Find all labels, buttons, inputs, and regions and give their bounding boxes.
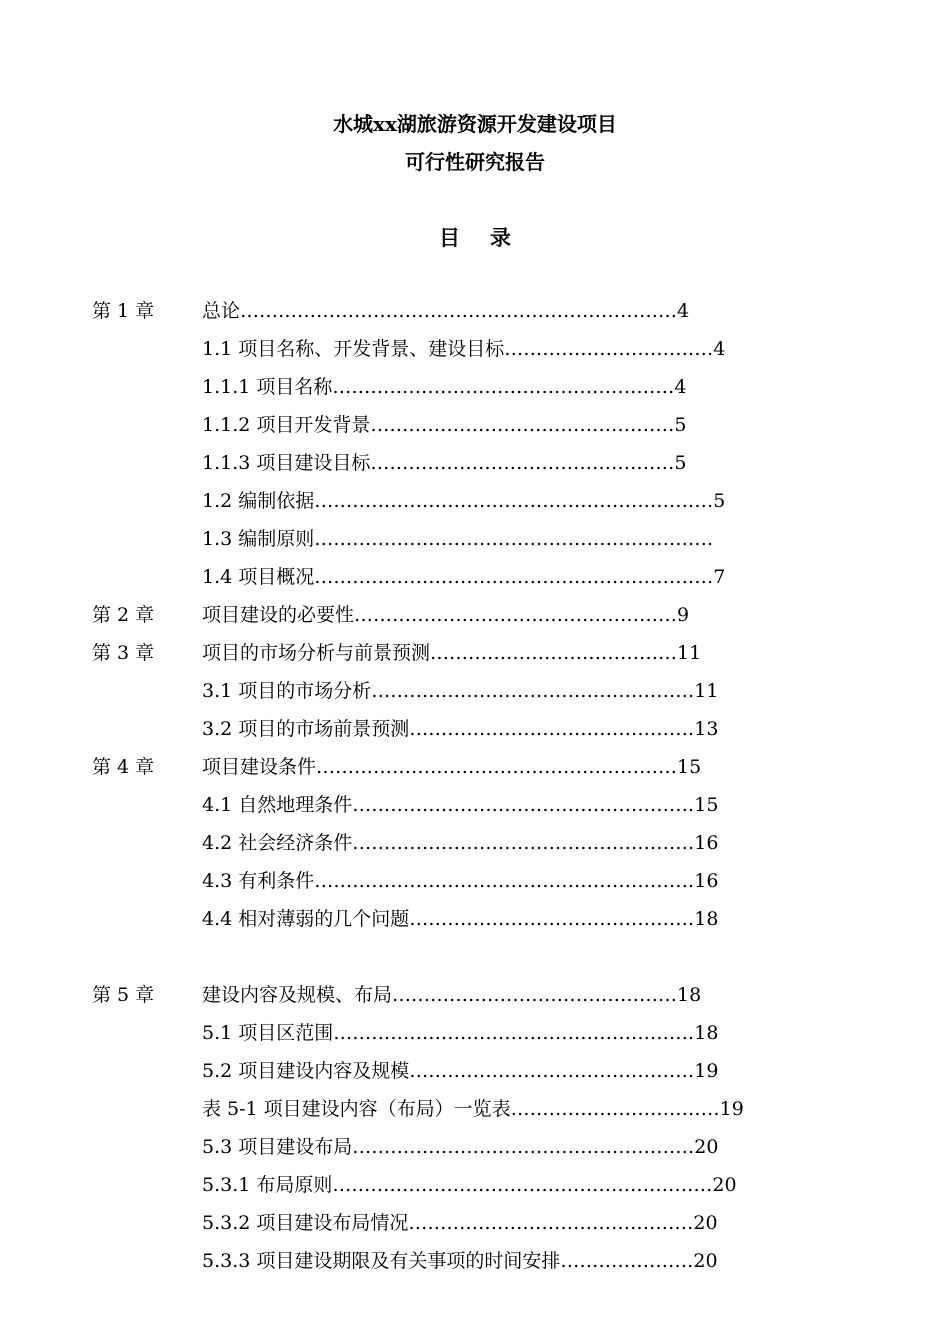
- toc-entry: 建设内容及规模、布局………………………………………18: [202, 984, 702, 1006]
- toc-entry: 项目建设的必要性……………………………………………9: [202, 604, 690, 626]
- toc-chapter: 第 1 章: [92, 300, 155, 322]
- toc-row[interactable]: [0, 1170, 950, 1200]
- toc-heading-char-1: 目: [439, 225, 460, 250]
- toc-entry: 3.2 项目的市场前景预测………………………………………13: [202, 718, 719, 740]
- document-subtitle: 可行性研究报告: [405, 150, 545, 174]
- toc-entry: 5.3.2 项目建设布局情况………………………………………20: [202, 1212, 718, 1234]
- toc-chapter: 第 3 章: [92, 642, 155, 664]
- toc-entry: 表 5-1 项目建设内容（布局）一览表……………………………19: [202, 1098, 744, 1120]
- toc-row[interactable]: [0, 1246, 950, 1276]
- toc-row[interactable]: [0, 562, 950, 592]
- toc-row[interactable]: [0, 676, 950, 706]
- toc-entry: 4.1 自然地理条件………………………………………………15: [202, 794, 719, 816]
- toc-row[interactable]: [0, 828, 950, 858]
- toc-entry: 1.4 项目概况………………………………………………………7: [202, 566, 726, 588]
- toc-entry: 3.1 项目的市场分析……………………………………………11: [202, 680, 719, 702]
- toc-entry: 1.1.3 项目建设目标…………………………………………5: [202, 452, 687, 474]
- toc-row[interactable]: [0, 638, 950, 668]
- toc-row[interactable]: [0, 714, 950, 744]
- toc-row[interactable]: [0, 1208, 950, 1238]
- toc-entry: 1.2 编制依据………………………………………………………5: [202, 490, 726, 512]
- toc-row[interactable]: [0, 486, 950, 516]
- toc-entry: 4.4 相对薄弱的几个问题………………………………………18: [202, 908, 719, 930]
- toc-entry: 5.3.1 布局原则……………………………………………………20: [202, 1174, 737, 1196]
- toc-chapter: 第 4 章: [92, 756, 155, 778]
- toc-row[interactable]: [0, 1018, 950, 1048]
- toc-row[interactable]: [0, 866, 950, 896]
- toc-heading: [0, 222, 950, 252]
- toc-chapter: 第 5 章: [92, 984, 155, 1006]
- toc-row[interactable]: [0, 410, 950, 440]
- toc-row[interactable]: [0, 296, 950, 326]
- toc-row[interactable]: [0, 1056, 950, 1086]
- toc-row[interactable]: [0, 980, 950, 1010]
- toc-entry: 1.1 项目名称、开发背景、建设目标……………………………4: [202, 338, 726, 360]
- toc-entry: 4.2 社会经济条件………………………………………………16: [202, 832, 719, 854]
- toc-entry: 5.1 项目区范围…………………………………………………18: [202, 1022, 719, 1044]
- toc-chapter: 第 2 章: [92, 604, 155, 626]
- toc-row[interactable]: [0, 1094, 950, 1124]
- toc-entry: 1.1.2 项目开发背景…………………………………………5: [202, 414, 687, 436]
- toc-entry: 项目的市场分析与前景预测…………………………………11: [202, 642, 702, 664]
- toc-entry: 总论……………………………………………………………4: [202, 300, 690, 322]
- toc-entry: 1.1.1 项目名称………………………………………………4: [202, 376, 687, 398]
- toc-row[interactable]: [0, 600, 950, 630]
- toc-heading-char-2: 录: [490, 225, 511, 250]
- toc-entry: 项目建设条件…………………………………………………15: [202, 756, 702, 778]
- toc-row[interactable]: [0, 448, 950, 478]
- document-title: 水城xx湖旅游资源开发建设项目: [333, 112, 617, 136]
- toc-entry: 5.2 项目建设内容及规模………………………………………19: [202, 1060, 719, 1082]
- toc-row[interactable]: [0, 372, 950, 402]
- toc-row[interactable]: [0, 752, 950, 782]
- toc-row[interactable]: [0, 790, 950, 820]
- toc-entry: 5.3 项目建设布局………………………………………………20: [202, 1136, 719, 1158]
- toc-row[interactable]: [0, 524, 950, 554]
- toc-row[interactable]: [0, 334, 950, 364]
- toc-entry: 4.3 有利条件……………………………………………………16: [202, 870, 719, 892]
- toc-entry: 5.3.3 项目建设期限及有关事项的时间安排…………………20: [202, 1250, 718, 1272]
- toc-row[interactable]: [0, 1132, 950, 1162]
- toc-row[interactable]: [0, 904, 950, 934]
- toc-entry: 1.3 编制原则………………………………………………………: [202, 528, 714, 550]
